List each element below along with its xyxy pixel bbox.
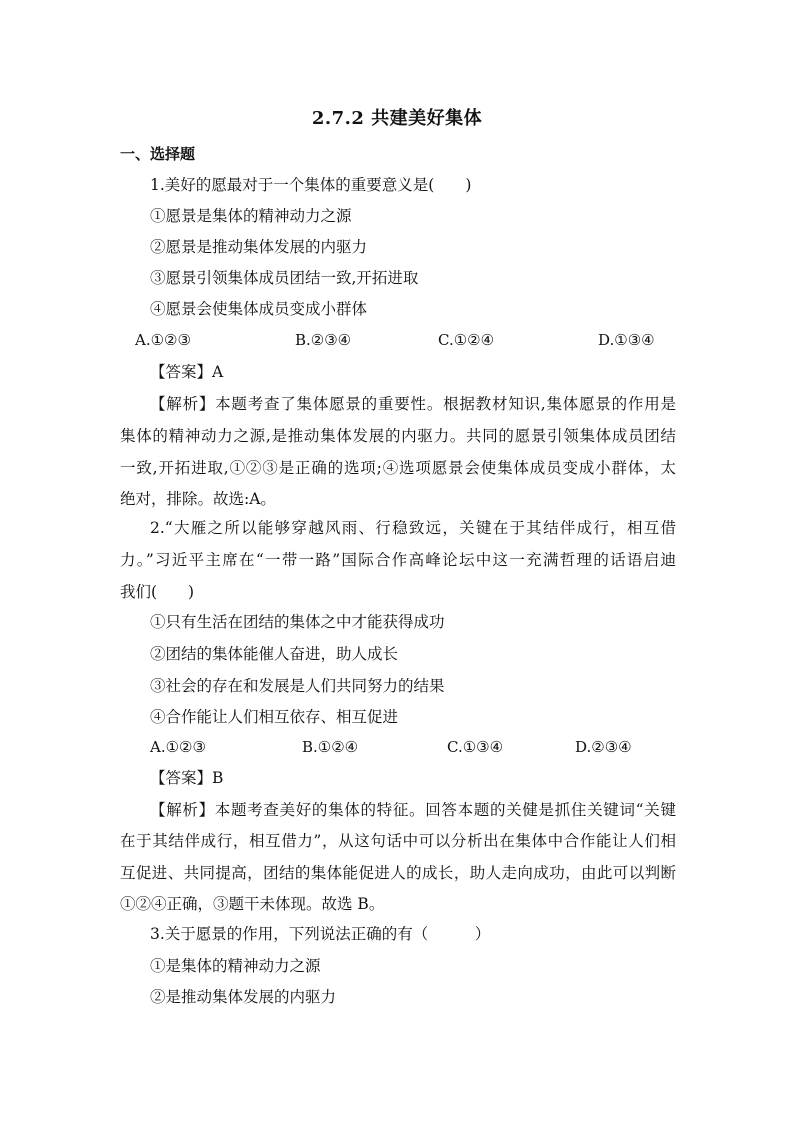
q1-option-c: C.①②④ xyxy=(438,331,495,349)
q1-stem: 1.美好的愿最对于一个集体的重要意义是( ) xyxy=(150,176,472,194)
q2-stem-line-2: 力。”习近平主席在“一带一路”国际合作高峰论坛中这一充满哲理的话语启迪 xyxy=(120,551,676,569)
q2-analysis-line-4: ①②④正确，③题干未体现。故选 B。 xyxy=(120,895,385,913)
q1-analysis-line-4: 绝对，排除。故选:A。 xyxy=(120,490,276,508)
q2-item-3: ③社会的存在和发展是人们共同努力的结果 xyxy=(150,677,445,695)
q1-item-2: ②愿景是推动集体发展的内驱力 xyxy=(150,238,368,256)
q2-item-1: ①只有生活在团结的集体之中才能获得成功 xyxy=(150,613,445,631)
q2-analysis-line-3: 互促进、共同提高，团结的集体能促进人的成长，助人走向成功，由此可以判断 xyxy=(120,864,676,882)
q1-item-1: ①愿景是集体的精神动力之源 xyxy=(150,207,352,225)
page-title: 2.7.2 共建美好集体 xyxy=(311,108,483,129)
q3-item-2: ②是推动集体发展的内驱力 xyxy=(150,988,337,1006)
q3-stem: 3.关于愿景的作用，下列说法正确的有（ ） xyxy=(150,925,491,943)
q2-options xyxy=(150,738,690,758)
q2-analysis-line-2: 在于其结伴成行，相互借力”，从这句话中可以分析出在集体中合作能让人们相 xyxy=(120,832,676,850)
q1-item-3: ③愿景引领集体成员团结一致,开拓进取 xyxy=(150,269,419,287)
q1-answer: 【答案】A xyxy=(150,363,224,381)
q2-item-2: ②团结的集体能催人奋进，助人成长 xyxy=(150,645,399,663)
q1-analysis-line-1: 【解析】本题考查了集体愿景的重要性。根据教材知识,集体愿景的作用是 xyxy=(150,395,676,413)
q1-analysis-line-2: 集体的精神动力之源,是推动集体发展的内驱力。共同的愿景引领集体成员团结 xyxy=(120,427,676,445)
q2-item-4: ④合作能让人们相互依存、相互促进 xyxy=(150,708,399,726)
q2-option-d: D.②③④ xyxy=(575,738,632,756)
q3-item-1: ①是集体的精神动力之源 xyxy=(150,957,321,975)
q2-stem-line-3: 我们( ) xyxy=(120,583,195,601)
q1-option-a: A.①②③ xyxy=(135,331,191,349)
q1-option-d: D.①③④ xyxy=(598,331,655,349)
q2-analysis-line-1: 【解析】本题考查美好的集体的特征。回答本题的关健是抓住关键词“关键 xyxy=(150,801,676,819)
q1-option-b: B.②③④ xyxy=(295,331,352,349)
q2-option-c: C.①③④ xyxy=(447,738,504,756)
q2-option-a: A.①②③ xyxy=(150,738,206,756)
q2-option-b: B.①②④ xyxy=(302,738,359,756)
q2-stem-line-1: 2.“大雁之所以能够穿越风雨、行稳致远，关键在于其结伴成行，相互借 xyxy=(150,519,676,537)
q2-answer: 【答案】B xyxy=(150,769,224,787)
section-heading: 一、选择题 xyxy=(120,145,196,163)
q1-options xyxy=(135,331,675,351)
q1-item-4: ④愿景会使集体成员变成小群体 xyxy=(150,300,368,318)
q1-analysis-line-3: 一致,开拓进取,①②③是正确的选项;④选项愿景会使集体成员变成小群体，太 xyxy=(120,459,676,477)
